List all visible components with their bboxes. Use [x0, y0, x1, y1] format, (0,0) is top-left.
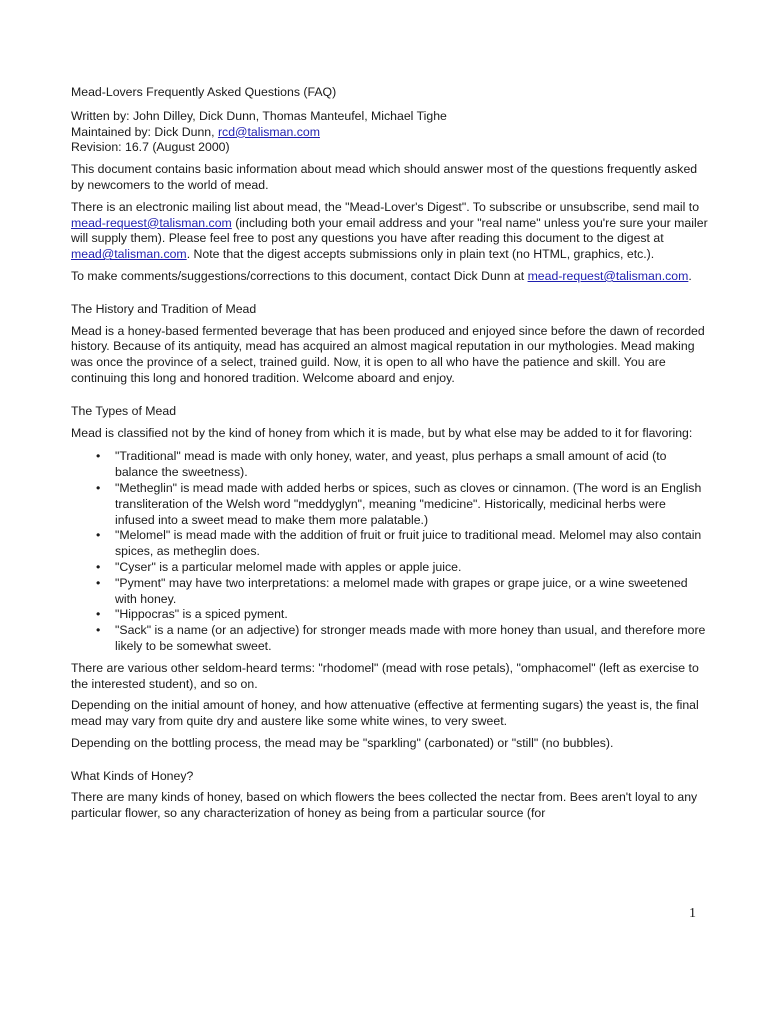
bottling-paragraph: Depending on the bottling process, the mead may be "sparkling" (carbonated) or "still" (no bubbles).	[71, 735, 614, 750]
list-item	[96, 449, 708, 481]
types-intro: Mead is classified not by the kind of honey from which it is made, but by what else may be added to it for flavoring:	[71, 425, 693, 440]
list-item-text: "Melomel" is mead made with the addition of fruit or fruit juice to traditional mead. Melomel may also contain spices, as metheglin does.	[115, 528, 702, 559]
bullet-glyph: •	[96, 575, 101, 590]
maintainer-line	[71, 125, 708, 141]
bullet-glyph: •	[96, 623, 101, 638]
list-item	[96, 528, 708, 560]
list-item-text: "Hippocras" is a spiced pyment.	[115, 607, 288, 622]
list-item-text: "Metheglin" is mead made with added herbs or spices, such as cloves or cinnamon. (The word is an English transliteration of the Welsh word "meddyglyn", meaning "medicine". Historically, medicinal herbs were infused into a sweet mead to make them more palatable.)	[115, 480, 702, 527]
list-item	[96, 559, 708, 576]
mailing-list-text-a: There is an electronic mailing list about mead, the "Mead-Lover's Digest". To subscribe or unsubscribe, send mail to	[71, 199, 700, 214]
document-title: Mead-Lovers Frequently Asked Questions (FAQ)	[71, 85, 337, 99]
mead-digest-link[interactable]: mead@talisman.com	[71, 247, 187, 262]
list-item-text: "Cyser" is a particular melomel made with apples or apple juice.	[115, 559, 462, 574]
maintainer-label: Maintained by: Dick Dunn,	[71, 124, 218, 139]
bullet-glyph: •	[96, 480, 101, 495]
list-item-text: "Pyment" may have two interpretations: a melomel made with grapes or grape juice, or a wine sweetened with honey.	[115, 575, 688, 606]
intro-paragraph: This document contains basic information about mead which should answer most of the questions frequently asked by newcomers to the world of mead.	[71, 162, 698, 192]
list-item	[96, 607, 708, 623]
comments-text-b: .	[688, 268, 692, 283]
comments-text-a: To make comments/suggestions/corrections to this document, contact Dick Dunn at	[71, 268, 528, 283]
comments-email-link[interactable]: mead-request@talisman.com	[527, 268, 689, 283]
bullet-glyph: •	[96, 449, 101, 464]
list-item	[96, 575, 708, 608]
honey-heading: What Kinds of Honey?	[71, 768, 194, 783]
bullet-glyph: •	[96, 528, 101, 543]
list-item-text: "Sack" is a name (or an adjective) for stronger meads made with more honey than usual, and therefore more likely to be somewhat sweet.	[115, 623, 706, 653]
mead-request-link[interactable]: mead-request@talisman.com	[71, 215, 232, 230]
mailing-list-text-c: . Note that the digest accepts submissions only in plain text (no HTML, graphics, etc.).	[186, 247, 655, 262]
honey-paragraph: There are many kinds of honey, based on which flowers the bees collected the nectar from. Bees aren't loyal to any particular flower, so any characterization of honey as being from a particular source (for	[71, 790, 698, 821]
list-item	[96, 623, 708, 655]
comments-paragraph	[71, 269, 708, 285]
mead-types-list	[71, 449, 708, 654]
history-paragraph: Mead is a honey-based fermented beverage that has been produced and enjoyed since before the dawn of recorded history. Because of its antiquity, mead has acquired an almost magical reputation in our mythologies. Mead making was once the province of a select, trained guild. Now, it is open to all who have the patience and skill. You are continuing this long and honored tradition. Welcome aboard and enjoy.	[71, 323, 705, 385]
mailing-list-text-b: (including both your email address and your "real name" unless you're sure your mailer will supply them). Please feel free to post any questions you have after reading this document to the digest at	[71, 215, 708, 246]
bullet-glyph: •	[96, 559, 101, 574]
authors-line: Written by: John Dilley, Dick Dunn, Thomas Manteufel, Michael Tighe	[71, 108, 447, 123]
other-terms-paragraph: There are various other seldom-heard terms: "rhodomel" (mead with rose petals), "omphacomel" (left as exercise to the interested student), and so on.	[71, 660, 699, 691]
page-number: 1	[689, 906, 696, 921]
types-heading: The Types of Mead	[71, 403, 177, 418]
maintainer-email-link[interactable]: rcd@talisman.com	[217, 124, 320, 139]
revision-line: Revision: 16.7 (August 2000)	[71, 140, 230, 155]
history-heading: The History and Tradition of Mead	[71, 301, 257, 316]
mailing-list-paragraph	[71, 200, 708, 263]
list-item-text: "Traditional" mead is made with only honey, water, and yeast, plus perhaps a small amount of acid (to balance the sweetness).	[115, 449, 667, 480]
dryness-paragraph: Depending on the initial amount of honey, and how attenuative (effective at fermenting sugars) the yeast is, the final mead may vary from quite dry and austere like some white wines, to very sweet.	[71, 698, 699, 729]
list-item	[96, 480, 708, 528]
bullet-glyph: •	[96, 607, 101, 622]
